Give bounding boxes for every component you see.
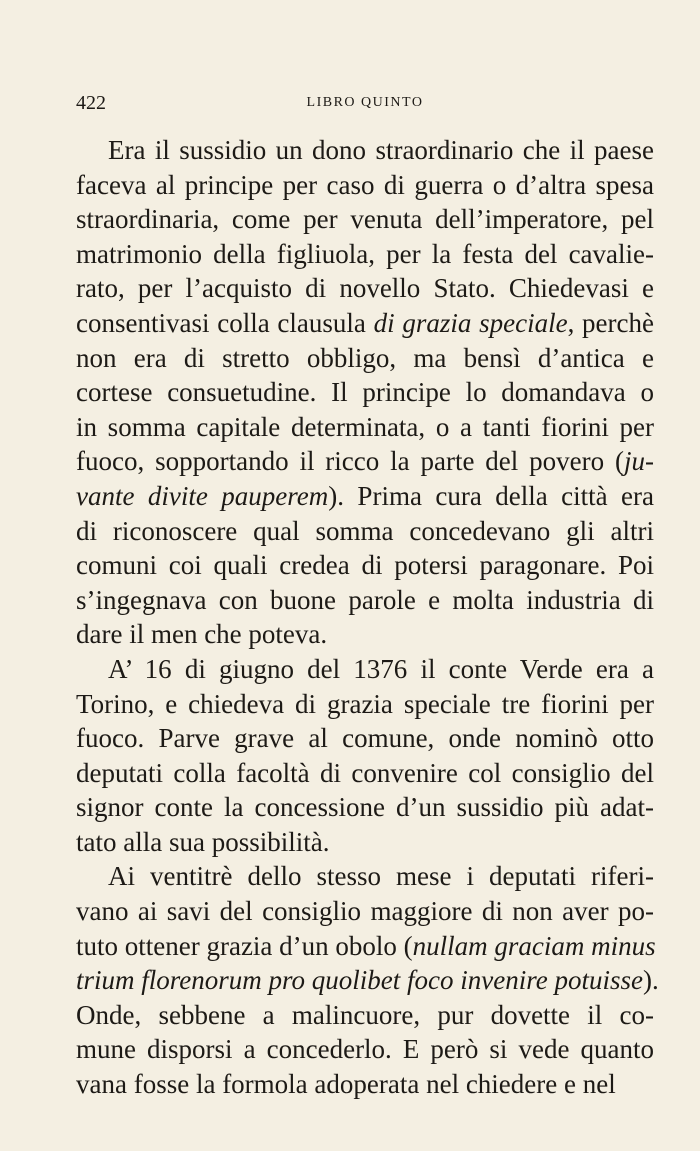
text-segment: deputati colla facoltà di convenire col consiglio del (76, 757, 654, 788)
text-segment: comuni coi quali credea di potersi paragonare. Poi (76, 550, 654, 581)
text-segment: A’ 16 di giugno del 1376 il conte Verde era a (108, 653, 654, 684)
italic-text: trium florenorum pro quolibet foco invenire potuisse (76, 965, 643, 996)
text-segment: fuoco, sopportando il ricco la parte del povero ( (76, 446, 624, 477)
text-segment: non era di stretto obbligo, ma bensì d’antica e (76, 342, 654, 373)
text-line (76, 133, 654, 168)
paragraph (76, 859, 659, 1101)
text-segment: ). (642, 965, 659, 996)
text-segment: Torino, e chiedeva di grazia speciale tre fiorini per (76, 688, 654, 719)
text-line (76, 306, 654, 341)
text-line (76, 202, 654, 237)
text-segment: dare il men che poteva. (76, 619, 328, 650)
text-line (76, 548, 654, 583)
text-segment: fuoco. Parve grave al comune, onde nominò otto (76, 723, 654, 754)
running-head: LIBRO QUINTO (306, 95, 424, 110)
text-segment: , perchè (567, 307, 654, 338)
text-segment: ). Prima cura della città era (328, 480, 654, 511)
text-line (76, 341, 654, 376)
text-line (76, 583, 654, 618)
text-segment: Onde, sebbene a malincuore, pur dovette il co- (76, 999, 654, 1030)
text-line (76, 721, 654, 756)
text-line (76, 237, 654, 272)
text-segment: di riconoscere qual somma concedevano gli altri (76, 515, 654, 546)
text-segment: vana fosse la formola adoperata nel chiedere e nel (76, 1069, 616, 1100)
text-line (76, 1067, 654, 1102)
text-line (76, 514, 654, 549)
text-segment: faceva al principe per caso di guerra o d’altra spesa (76, 169, 654, 200)
text-line (76, 790, 654, 825)
text-line (76, 617, 654, 652)
text-segment: signor conte la concessione d’un sussidio più adat- (76, 792, 654, 823)
text-line (76, 410, 654, 445)
text-line (76, 652, 654, 687)
italic-text: ju- (624, 446, 654, 477)
text-line (76, 444, 654, 479)
text-line (76, 756, 654, 791)
text-line (76, 168, 654, 203)
text-segment: vano ai savi del consiglio maggiore di non aver po- (76, 896, 654, 927)
text-segment: tato alla sua possibilità. (76, 826, 330, 857)
text-segment: matrimonio della figliuola, per la festa del cavalie- (76, 238, 654, 269)
italic-text: di grazia speciale (373, 307, 568, 338)
text-segment: cortese consuetudine. Il principe lo domandava o (76, 377, 654, 408)
italic-text: vante divite pauperem (76, 480, 329, 511)
text-segment: Era il sussidio un dono straordinario che il paese (108, 135, 654, 165)
text-line (76, 859, 654, 894)
text-segment: rato, per l’acquisto di novello Stato. Chiedevasi e (76, 273, 654, 304)
text-segment: consentivasi colla clausula (76, 307, 374, 338)
text-line (76, 963, 659, 998)
italic-text: nullam graciam minus (412, 930, 656, 961)
text-line (76, 375, 654, 410)
text-line (76, 998, 654, 1033)
text-segment: s’ingegnava con buone parole e molta industria di (76, 584, 654, 615)
text-line (76, 479, 654, 514)
paragraph (76, 652, 654, 860)
text-line (76, 687, 654, 722)
text-line (76, 1032, 654, 1067)
text-segment: mune disporsi a concederlo. E però si vede quanto (76, 1034, 654, 1065)
text-segment: straordinaria, come per venuta dell’imperatore, pel (76, 204, 654, 235)
text-line (76, 825, 654, 860)
text-line (76, 894, 654, 929)
text-line (76, 929, 654, 964)
text-segment: tuto ottener grazia d’un obolo ( (76, 930, 413, 961)
paragraph (76, 133, 654, 652)
text-segment: Ai ventitrè dello stesso mese i deputati riferi- (108, 861, 654, 892)
page-header (76, 92, 654, 120)
text-segment: in somma capitale determinata, o a tanti fiorini per (76, 411, 654, 442)
page-number: 422 (76, 92, 106, 114)
text-line (76, 271, 654, 306)
body-text (76, 133, 659, 1102)
